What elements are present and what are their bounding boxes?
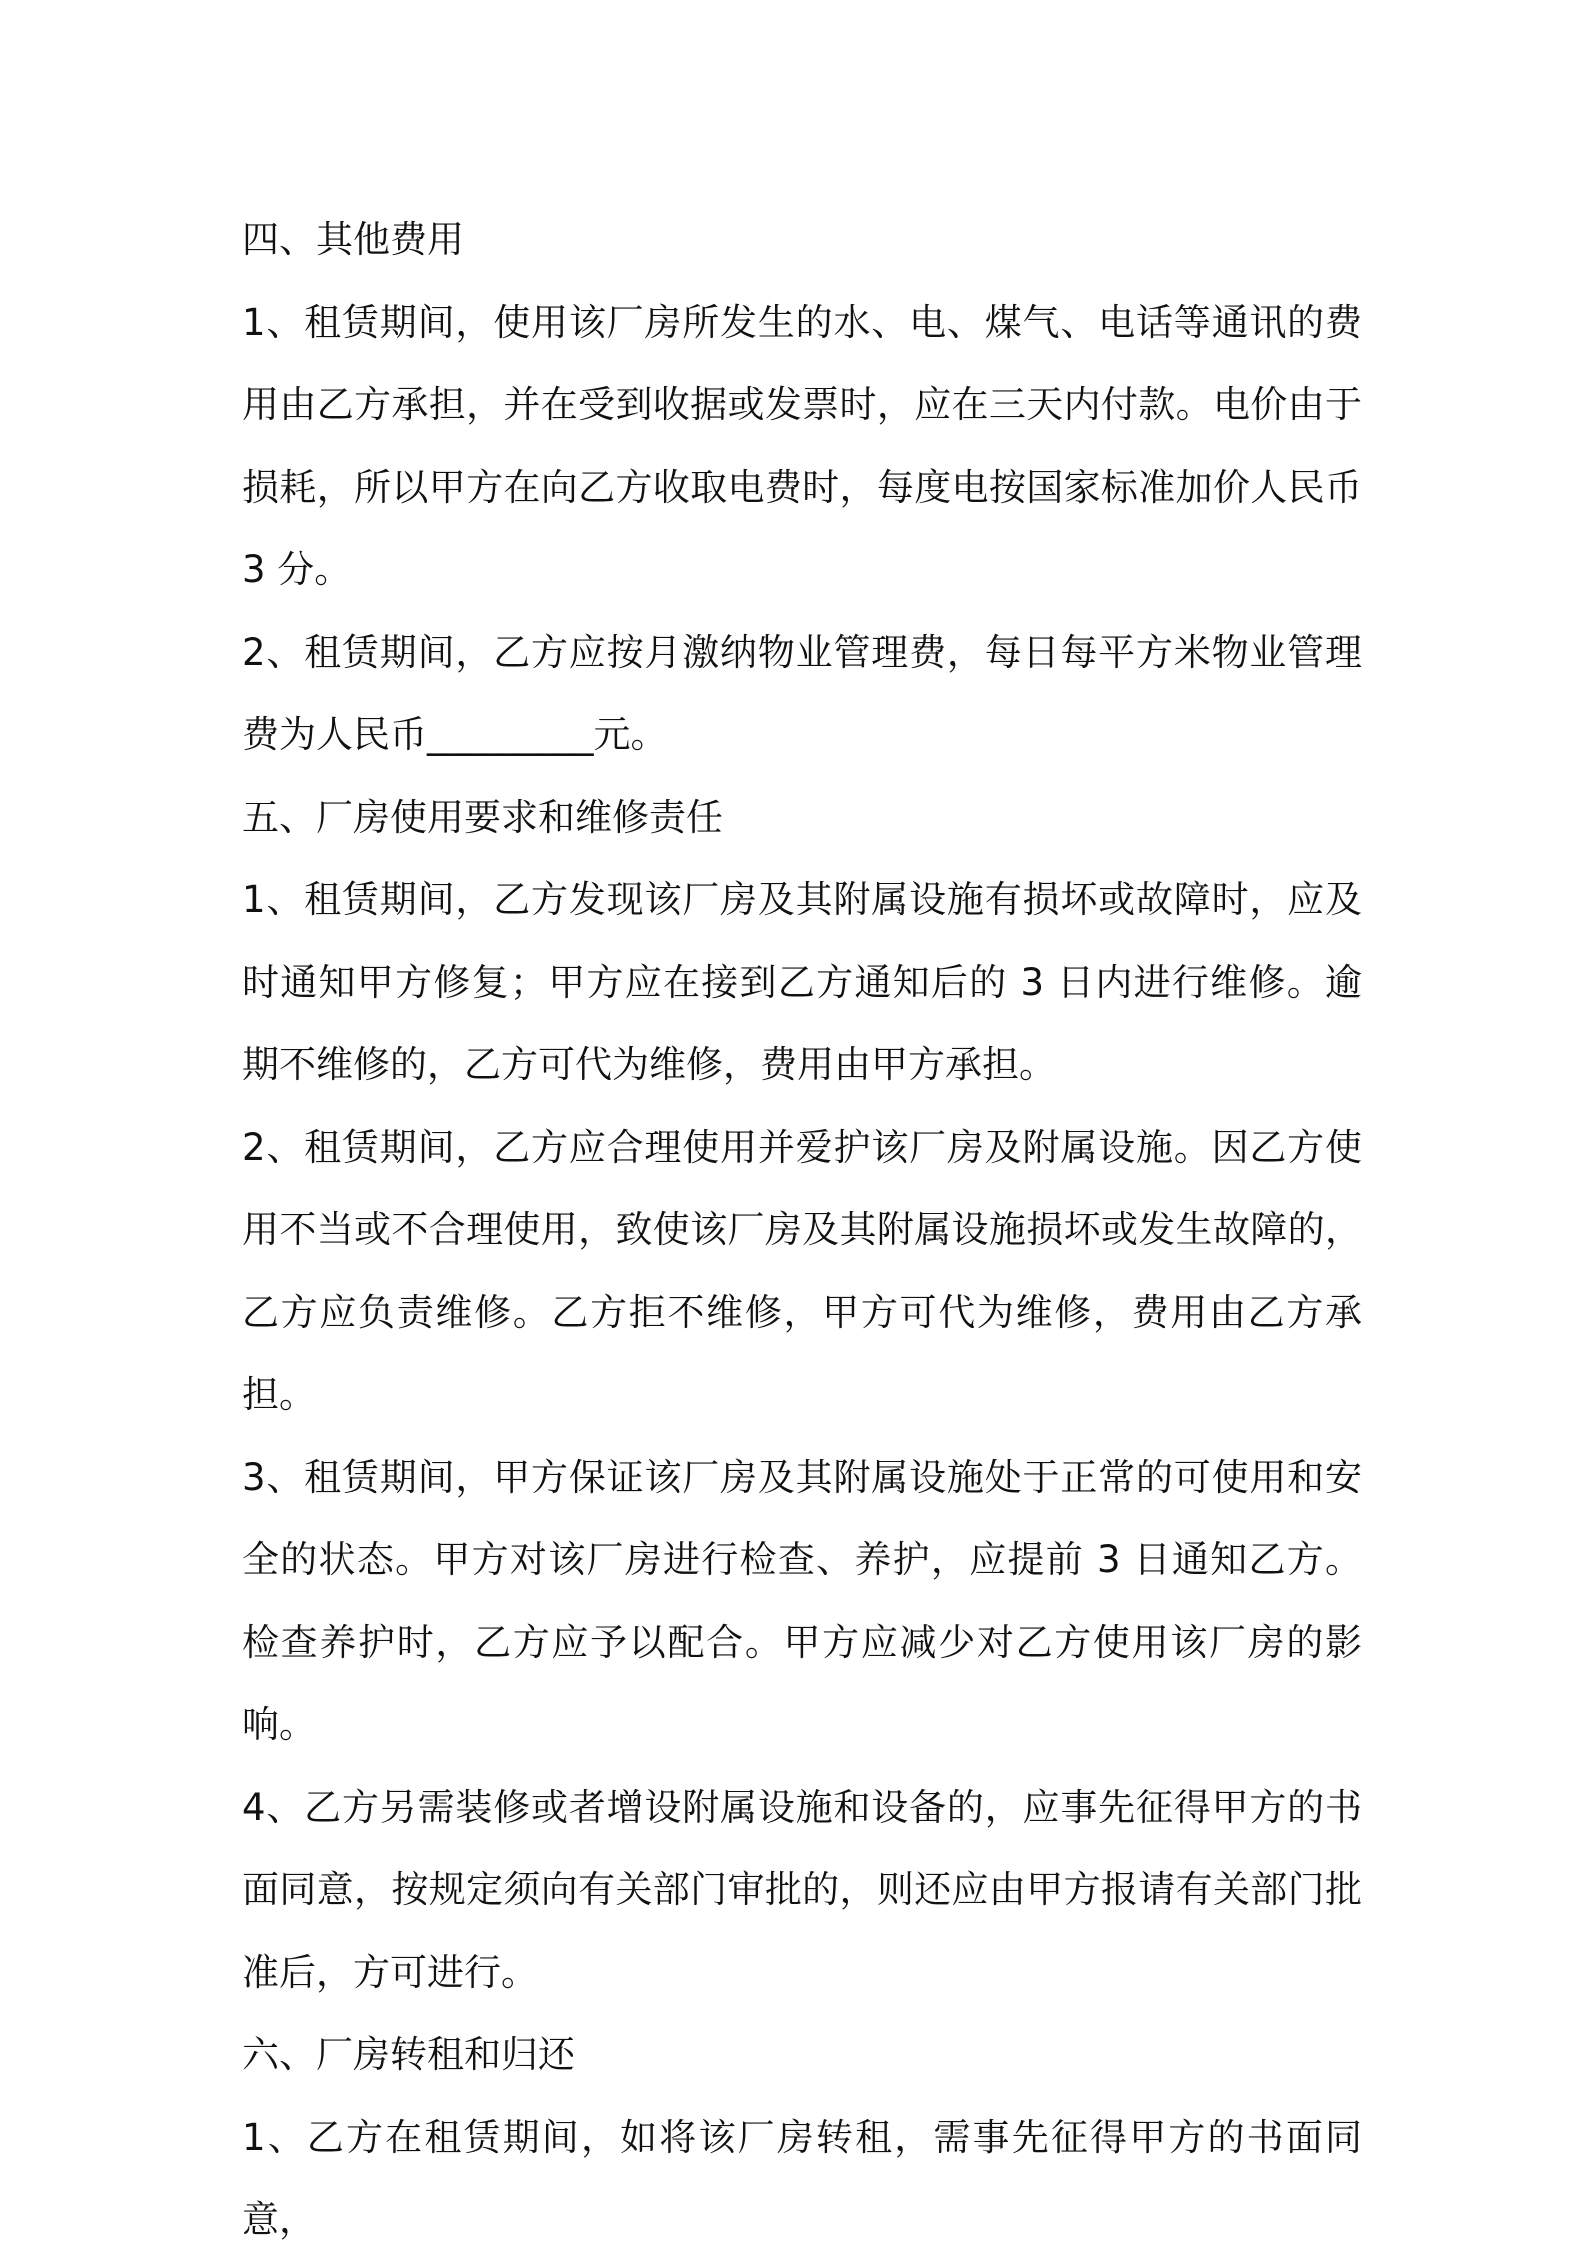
section-heading-other-fees: 四、其他费用: [242, 218, 464, 261]
clause-paragraph: 4、乙方另需装修或者增设附属设施和设备的，应事先征得甲方的书面同意，按规定须向有关部门审批的，则还应由甲方报请有关部门批准后，方可进行。: [242, 1785, 1362, 1994]
document-body: [242, 199, 1362, 2262]
clause-paragraph: 2、租赁期间，乙方应合理使用并爱护该厂房及附属设施。因乙方使用不当或不合理使用，致使该厂房及其附属设施损坏或发生故障的，乙方应负责维修。乙方拒不维修，甲方可代为维修，费用由乙方承担。: [242, 1125, 1362, 1416]
clause-paragraph: 1、乙方在租赁期间，如将该厂房转租，需事先征得甲方的书面同意，: [242, 2115, 1362, 2241]
clause-paragraph: 1、租赁期间，使用该厂房所发生的水、电、煤气、电话等通讯的费用由乙方承担，并在受到收据或发票时，应在三天内付款。电价由于损耗，所以甲方在向乙方收取电费时，每度电按国家标准加价人民币3 分。: [242, 300, 1362, 591]
clause-paragraph: 1、租赁期间，乙方发现该厂房及其附属设施有损坏或故障时，应及时通知甲方修复；甲方应在接到乙方通知后的 3 日内进行维修。逾期不维修的，乙方可代为维修，费用由甲方承担。: [242, 878, 1362, 1086]
clause-paragraph: 2、租赁期间，乙方应按月激纳物业管理费，每日每平方米物业管理费为人民币_________元。: [242, 630, 1362, 756]
clause-paragraph: 3、租赁期间，甲方保证该厂房及其附属设施处于正常的可使用和安全的状态。甲方对该厂房进行检查、养护，应提前 3 日通知乙方。检查养护时，乙方应予以配合。甲方应减少对乙方使用该厂房的影响。: [242, 1455, 1362, 1746]
section-heading-usage-maintenance: 五、厂房使用要求和维修责任: [242, 795, 723, 839]
section-heading-sublease-return: 六、厂房转租和归还: [242, 2033, 575, 2076]
